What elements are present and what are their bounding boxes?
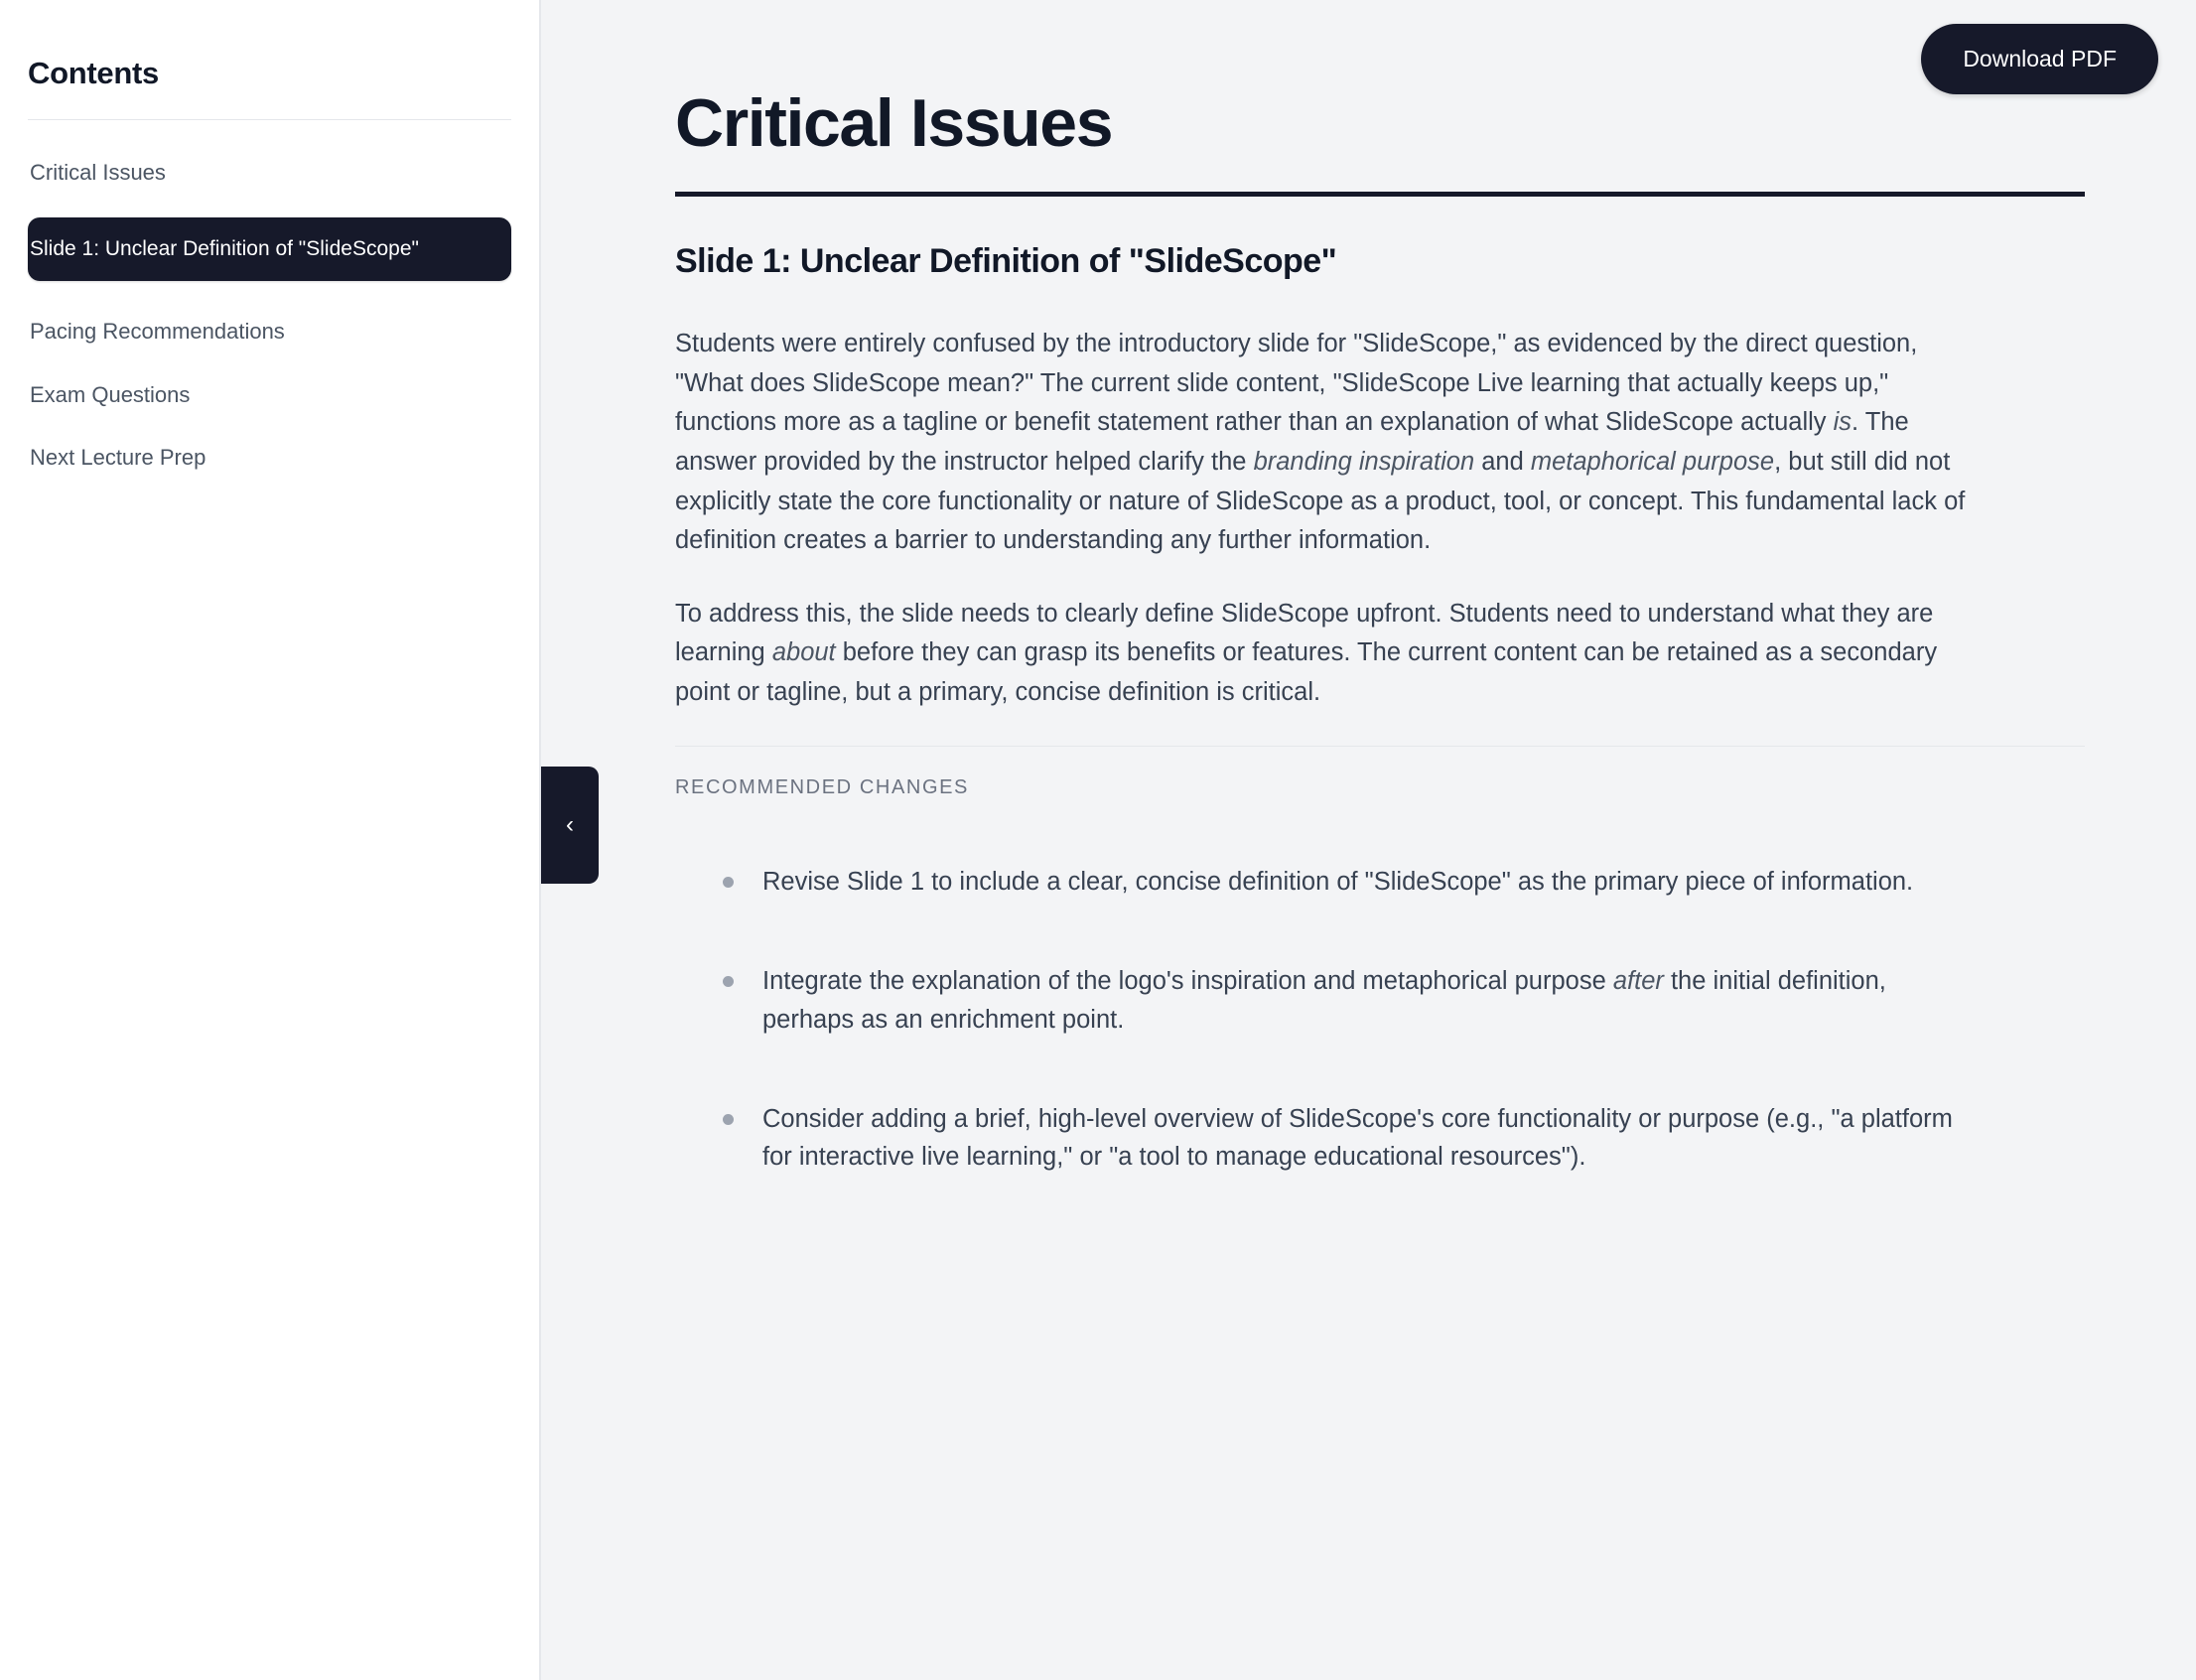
page-title: Critical Issues [675,85,1113,161]
paragraph-2-text-2: before they can grasp its benefits or features. The current content can be retained as a secondary point or tagline, but a primary, concise definition is critical. [675,638,1938,706]
paragraph-1-emphasis-1: is [1833,408,1853,437]
sidebar-title: Contents [28,56,159,90]
recommendation-2-text-2: the initial definition, perhaps as an enrichment point. [762,967,1886,1034]
title-divider [675,192,2085,197]
recommendation-2-text-1: Integrate the explanation of the logo's inspiration and metaphorical purpose [762,967,1613,996]
paragraph-2-emphasis-1: about [771,638,836,667]
paragraph-2 [675,595,1971,713]
download-pdf-button[interactable]: Download PDF [1921,24,2158,94]
section-heading: Slide 1: Unclear Definition of "SlideScope" [675,242,1337,281]
recommendations-list [675,863,1971,1176]
sidebar [0,0,541,1680]
sidebar-divider [28,119,511,120]
recommendation-1-text-1: Revise Slide 1 to include a clear, concise definition of "SlideScope" as the primary piece of information. [762,868,1914,897]
main-content [541,0,2196,1680]
paragraph-2-text-1: To address this, the slide needs to clearly define SlideScope upfront. Students need to understand what they are learning [675,599,1934,667]
section-divider [675,746,2085,747]
sidebar-item-critical-issues[interactable]: Critical Issues [30,160,166,185]
table-of-contents [28,144,511,487]
recommendation-2-emphasis: after [1612,967,1664,996]
paragraph-1-emphasis-2: branding inspiration [1253,447,1475,476]
sidebar-item-next-lecture-prep[interactable]: Next Lecture Prep [30,445,206,471]
sidebar-item-slide-1[interactable]: Slide 1: Unclear Definition of "SlideScope" [28,217,511,281]
list-item [723,863,1971,901]
recommendation-3-text-1: Consider adding a brief, high-level overview of SlideScope's core functionality or purpose (e.g., "a platform for interactive live learning," or "a tool to manage educational resources"). [762,1104,1953,1172]
paragraph-1 [675,325,1971,560]
list-item [723,1100,1971,1177]
paragraph-1-emphasis-3: metaphorical purpose [1530,447,1775,476]
paragraph-1-text-3: and [1474,447,1531,476]
chevron-left-icon: ‹ [566,811,574,838]
sidebar-collapse-button[interactable] [541,767,599,884]
list-item [723,962,1971,1039]
recommended-changes-label: RECOMMENDED CHANGES [675,776,969,799]
sidebar-item-pacing-recommendations[interactable]: Pacing Recommendations [30,319,285,345]
paragraph-1-text-1: Students were entirely confused by the introductory slide for "SlideScope," as evidenced by the direct question, "What does SlideScope mean?" The current slide content, "SlideScope Live learning that actually keeps up," functions more as a tagline or benefit statement rather than an explanation of what SlideScope actually [675,330,1918,437]
paragraph-1-text-4: , but still did not explicitly state the core functionality or nature of SlideScope as a product, tool, or concept. This fundamental lack of definition creates a barrier to understanding any further information. [675,447,1966,555]
sidebar-item-exam-questions[interactable]: Exam Questions [30,381,191,407]
paragraph-1-text-2: . The answer provided by the instructor helped clarify the [675,408,1909,476]
document-body [541,0,2060,1176]
